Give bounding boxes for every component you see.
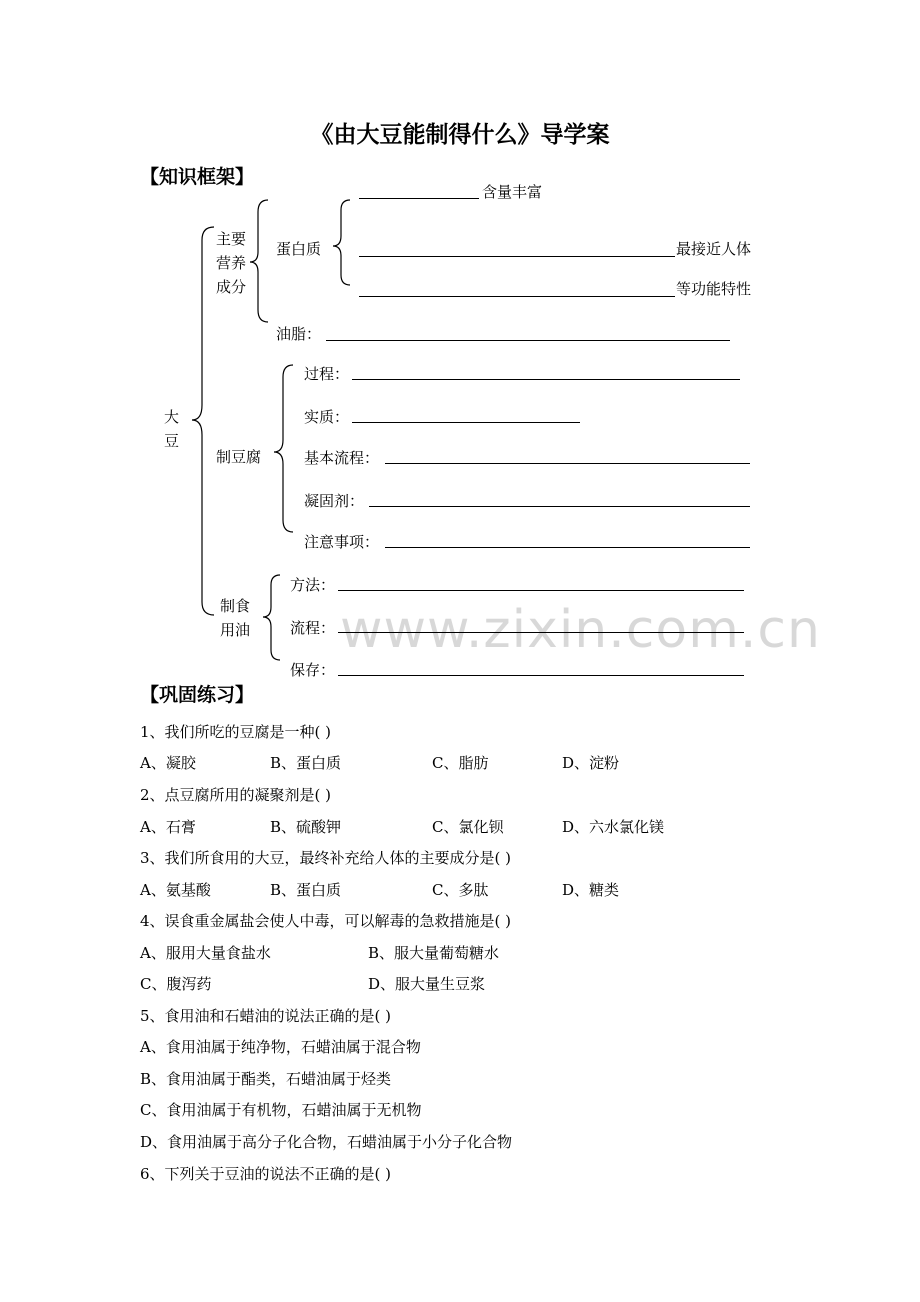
protein-blank-2[interactable] [359,256,675,257]
q5-option-d[interactable]: D、食用油属于高分子化合物，石蜡油属于小分子化合物 [140,1133,513,1151]
protein-line3-suffix: 等功能特性 [676,280,752,298]
oil-brace [263,575,280,660]
q2-option-d[interactable]: D、六水氯化镁 [562,818,665,836]
q6-stem: 6、下列关于豆油的说法不正确的是( ) [140,1165,392,1183]
q1-option-c[interactable]: C、脂肪 [432,754,489,772]
tofu-process-blank[interactable] [352,379,740,380]
q2-option-a[interactable]: A、石膏 [140,818,196,836]
nutrients-brace [250,200,268,322]
q5-option-b[interactable]: B、食用油属于酯类，石蜡油属于烃类 [140,1070,392,1088]
protein-brace [333,200,350,285]
protein-label: 蛋白质 [276,240,322,258]
tofu-coagulant-blank[interactable] [369,506,750,507]
q4-option-d[interactable]: D、服大量生豆浆 [368,975,486,993]
oil-storage-blank[interactable] [338,675,744,676]
edible-oil-label-1: 制食 [220,597,251,615]
q1-option-b[interactable]: B、蛋白质 [270,754,342,772]
root-label [164,405,179,453]
oil-flow-blank[interactable] [338,632,744,633]
oil-method-label: 方法： [290,576,336,594]
tofu-process-label: 过程： [304,365,350,383]
tofu-flow-blank[interactable] [385,463,750,464]
nutrients-label [216,227,246,299]
tofu-essence-label: 实质： [304,408,350,426]
q3-stem: 3、我们所食用的大豆，最终补充给人体的主要成分是( ) [140,849,512,867]
edible-oil-label-2: 用油 [220,621,251,639]
q4-option-c[interactable]: C、腹泻药 [140,975,212,993]
nutrients-label-1: 主要 [216,230,247,248]
q1-stem: 1、我们所吃的豆腐是一种( ) [140,723,332,741]
q3-option-a[interactable]: A、氨基酸 [140,881,211,899]
q1-option-d[interactable]: D、淀粉 [562,754,620,772]
oil-blank[interactable] [326,340,730,341]
root-char-1: 大 [164,408,180,426]
q5-stem: 5、食用油和石蜡油的说法正确的是( ) [140,1007,392,1025]
q2-option-c[interactable]: C、氯化钡 [432,818,504,836]
protein-blank-3[interactable] [359,296,675,297]
edible-oil-label [220,594,250,642]
q3-option-c[interactable]: C、多肽 [432,881,489,899]
nutrients-label-2: 营养 [216,254,247,272]
page-title: 《由大豆能制得什么》导学案 [310,121,610,148]
oil-flow-label: 流程： [290,619,336,637]
q4-option-b[interactable]: B、服大量葡萄糖水 [368,944,500,962]
protein-blank-1[interactable] [359,198,479,199]
watermark: www.zixin.com.cn [340,600,821,660]
q3-option-d[interactable]: D、糖类 [562,881,620,899]
q2-stem: 2、点豆腐所用的凝聚剂是( ) [140,786,332,804]
protein-line1-suffix: 含量丰富 [482,183,543,201]
protein-line2-suffix: 最接近人体 [676,240,752,258]
q1-option-a[interactable]: A、凝胶 [140,754,196,772]
oil-method-blank[interactable] [338,590,744,591]
framework-heading: 【知识框架】 [140,166,255,188]
nutrients-label-3: 成分 [216,278,247,296]
q4-option-a[interactable]: A、服用大量食盐水 [140,944,271,962]
tofu-notes-label: 注意事项： [304,533,380,551]
tofu-coagulant-label: 凝固剂： [304,492,365,510]
q5-option-a[interactable]: A、食用油属于纯净物，石蜡油属于混合物 [140,1038,421,1056]
q2-option-b[interactable]: B、硫酸钾 [270,818,342,836]
root-char-2: 豆 [164,432,180,450]
tofu-brace [274,365,293,532]
tofu-flow-label: 基本流程： [304,449,380,467]
practice-heading: 【巩固练习】 [140,684,255,706]
tofu-essence-blank[interactable] [352,422,580,423]
q3-option-b[interactable]: B、蛋白质 [270,881,342,899]
oil-storage-label: 保存： [290,661,336,679]
root-brace [192,227,214,615]
tofu-notes-blank[interactable] [385,547,750,548]
q4-stem: 4、误食重金属盐会使人中毒，可以解毒的急救措施是( ) [140,912,512,930]
q5-option-c[interactable]: C、食用油属于有机物，石蜡油属于无机物 [140,1101,422,1119]
tofu-label: 制豆腐 [216,448,262,466]
oil-label: 油脂： [276,325,322,343]
